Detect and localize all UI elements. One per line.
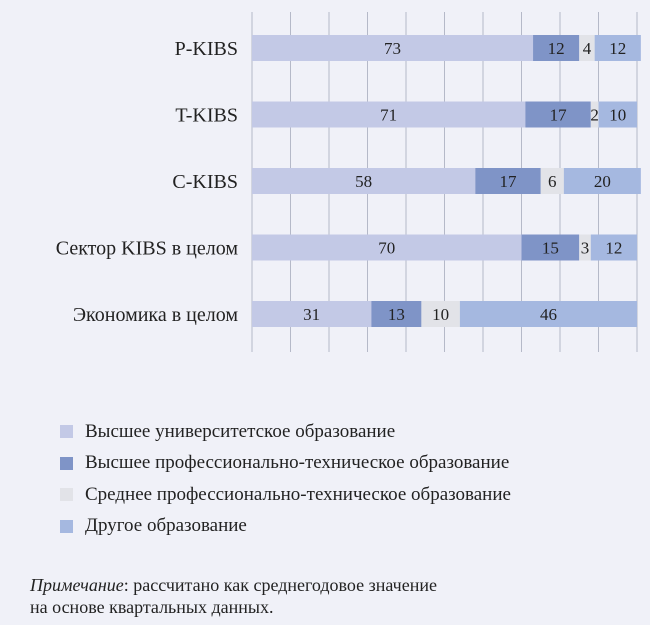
data-label: 70 xyxy=(378,238,396,258)
data-label: 31 xyxy=(303,305,321,324)
legend xyxy=(60,416,511,542)
bar-segments xyxy=(252,35,641,327)
note-text: : рассчитано как среднегодовое значение xyxy=(123,575,437,595)
note-label: Примечание xyxy=(30,575,124,595)
data-label: 10 xyxy=(609,105,627,125)
legend-item-university xyxy=(60,416,511,448)
data-label: 17 xyxy=(499,172,517,191)
note-text-line2: на основе квартальных данных. xyxy=(30,597,274,617)
data-label: 3 xyxy=(580,238,590,258)
data-label: 2 xyxy=(590,105,599,125)
data-label: 58 xyxy=(355,172,373,191)
legend-item-higher-vocational xyxy=(60,448,511,480)
category-label: Экономика в целом xyxy=(72,304,238,326)
data-label: 12 xyxy=(547,39,565,58)
data-label: 17 xyxy=(549,105,567,125)
data-label: 10 xyxy=(432,305,450,324)
legend-item-other xyxy=(60,511,511,543)
data-label: 71 xyxy=(380,105,398,125)
legend-swatch-other xyxy=(60,520,73,533)
legend-swatch-higher-vocational xyxy=(60,457,73,470)
legend-label-secondary-vocational: Среднее профессионально-техническое образование xyxy=(85,483,511,505)
data-label: 6 xyxy=(548,172,557,191)
data-label: 46 xyxy=(539,305,557,324)
chart-note xyxy=(30,574,437,618)
category-label: C-KIBS xyxy=(172,171,238,193)
legend-label-university: Высшее университетское образование xyxy=(85,420,396,442)
data-label: 15 xyxy=(541,238,559,258)
category-label: Сектор KIBS в целом xyxy=(55,237,238,260)
data-label: 20 xyxy=(593,172,611,191)
data-label: 13 xyxy=(387,305,405,324)
category-label: P-KIBS xyxy=(174,38,238,60)
category-label: T-KIBS xyxy=(175,104,238,127)
data-label: 12 xyxy=(605,238,623,258)
legend-label-higher-vocational: Высшее профессионально-техническое образование xyxy=(85,452,510,474)
legend-item-secondary-vocational xyxy=(60,479,511,511)
legend-swatch-secondary-vocational xyxy=(60,488,73,501)
data-label: 4 xyxy=(582,39,592,58)
legend-swatch-university xyxy=(60,425,73,438)
data-label: 12 xyxy=(609,39,627,58)
legend-label-other: Другое образование xyxy=(85,515,247,537)
category-labels xyxy=(56,38,239,326)
data-label: 73 xyxy=(384,39,402,58)
